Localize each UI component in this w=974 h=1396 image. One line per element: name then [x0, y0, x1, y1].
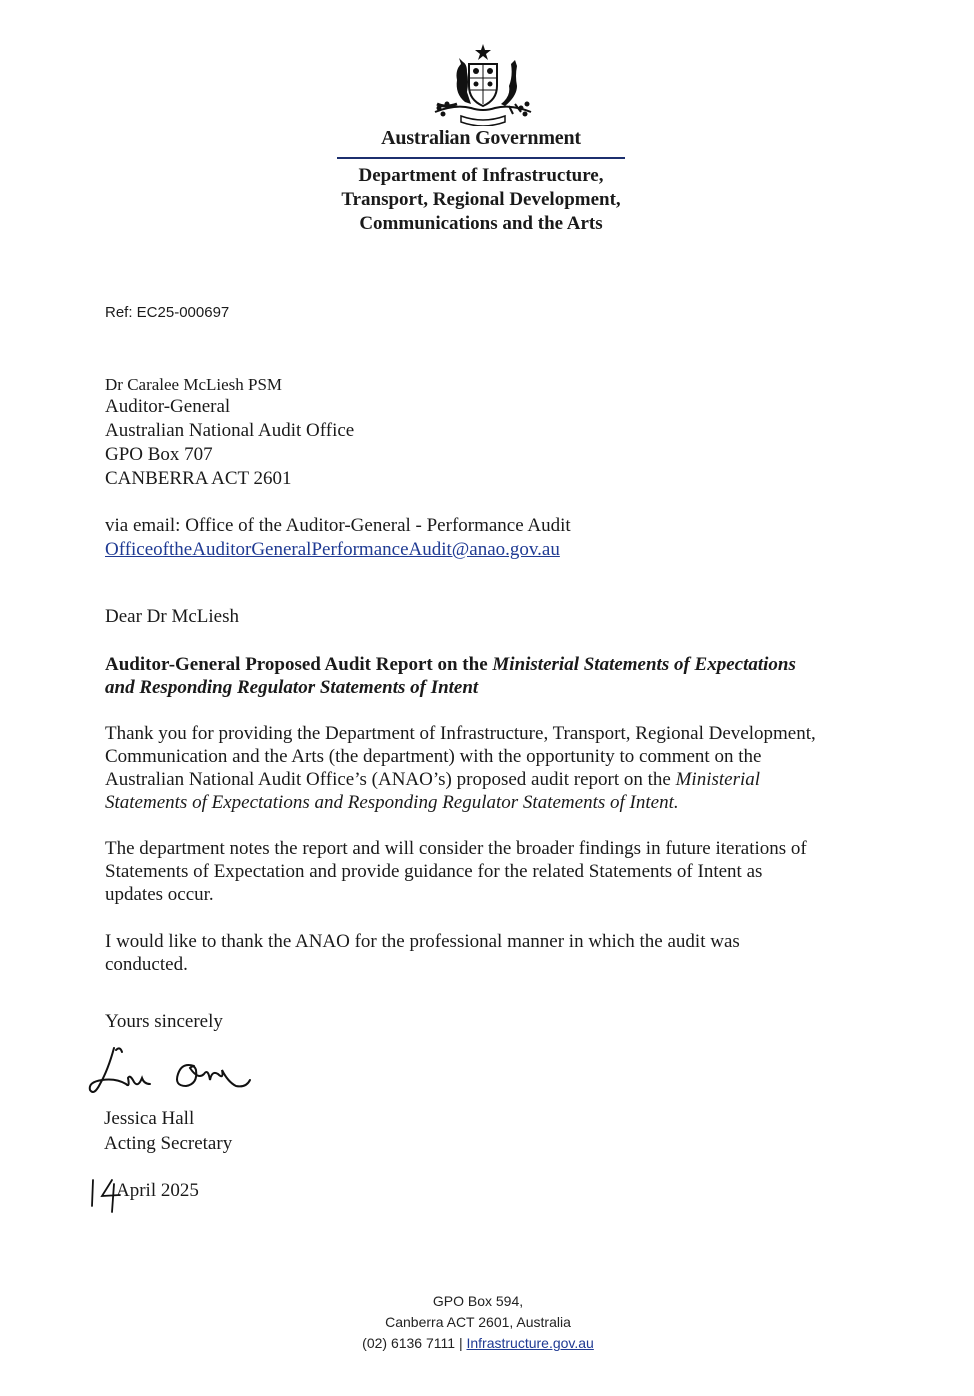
recipient-address [105, 375, 354, 491]
address-line: GPO Box 707 [105, 444, 213, 465]
paragraph-line: The department notes the report and will consider the broader findings in future iterations of [105, 838, 807, 859]
date-printed: April 2025 [116, 1180, 199, 1201]
body-paragraph-1 [105, 722, 875, 814]
footer-phone: (02) 6136 7111 [362, 1335, 456, 1351]
recipient-name: Dr Caralee McLiesh PSM [105, 375, 283, 394]
salutation: Dear Dr McLiesh [105, 606, 240, 627]
subject-prefix: Auditor-General Proposed Audit Report on the [105, 654, 488, 675]
letterhead-divider [337, 157, 625, 159]
via-email-block [105, 514, 571, 562]
footer-address-line: Canberra ACT 2601, Australia [385, 1314, 571, 1330]
address-line: CANBERRA ACT 2601 [105, 468, 292, 489]
closing: Yours sincerely [105, 1011, 223, 1032]
paragraph-italic: Ministerial [675, 769, 761, 790]
department-name [322, 164, 640, 236]
subject-italic: and Responding Regulator Statements of Intent [105, 677, 479, 698]
department-line: Communications and the Arts [359, 213, 603, 234]
paragraph-line: Australian National Audit Office’s (ANAO’s) proposed audit report on the [105, 769, 671, 790]
address-line: Australian National Audit Office [105, 420, 355, 441]
body-paragraph-3 [105, 930, 875, 976]
paragraph-line: updates occur. [105, 884, 214, 905]
signer-block [104, 1106, 232, 1156]
footer-website-link[interactable]: Infrastructure.gov.au [466, 1335, 594, 1351]
via-email-text: via email: Office of the Auditor-General - Performance Audit [105, 515, 571, 536]
paragraph-line: Statements of Expectation and provide guidance for the related Statements of Intent as [105, 861, 763, 882]
paragraph-line: Communication and the Arts (the department) with the opportunity to comment on the [105, 746, 762, 767]
date-line [88, 1176, 228, 1216]
paragraph-line: conducted. [105, 954, 188, 975]
government-name: Australian Government [381, 127, 581, 149]
paragraph-line: Thank you for providing the Department of Infrastructure, Transport, Regional Development, [105, 723, 816, 744]
signer-title: Acting Secretary [104, 1133, 233, 1154]
subject-line [105, 653, 865, 699]
footer-separator: | [458, 1335, 463, 1351]
reference-number: Ref: EC25-000697 [105, 304, 230, 321]
department-line: Transport, Regional Development, [341, 189, 621, 210]
email-link[interactable]: OfficeoftheAuditorGeneralPerformanceAudit@anao.gov.au [105, 539, 560, 560]
department-line: Department of Infrastructure, [358, 165, 604, 186]
signer-name: Jessica Hall [104, 1108, 195, 1129]
body-paragraph-2 [105, 837, 875, 906]
paragraph-italic: Statements of Expectations and Responding Regulator Statements of Intent. [105, 792, 679, 813]
coat-of-arms-icon [425, 42, 541, 126]
address-line: Auditor-General [105, 396, 231, 417]
handwritten-signature [86, 1040, 258, 1104]
footer-address-line: GPO Box 594, [432, 1293, 524, 1309]
paragraph-line: I would like to thank the ANAO for the professional manner in which the audit was [105, 931, 740, 952]
subject-italic: Ministerial Statements of Expectations [492, 654, 796, 675]
footer [300, 1291, 656, 1354]
